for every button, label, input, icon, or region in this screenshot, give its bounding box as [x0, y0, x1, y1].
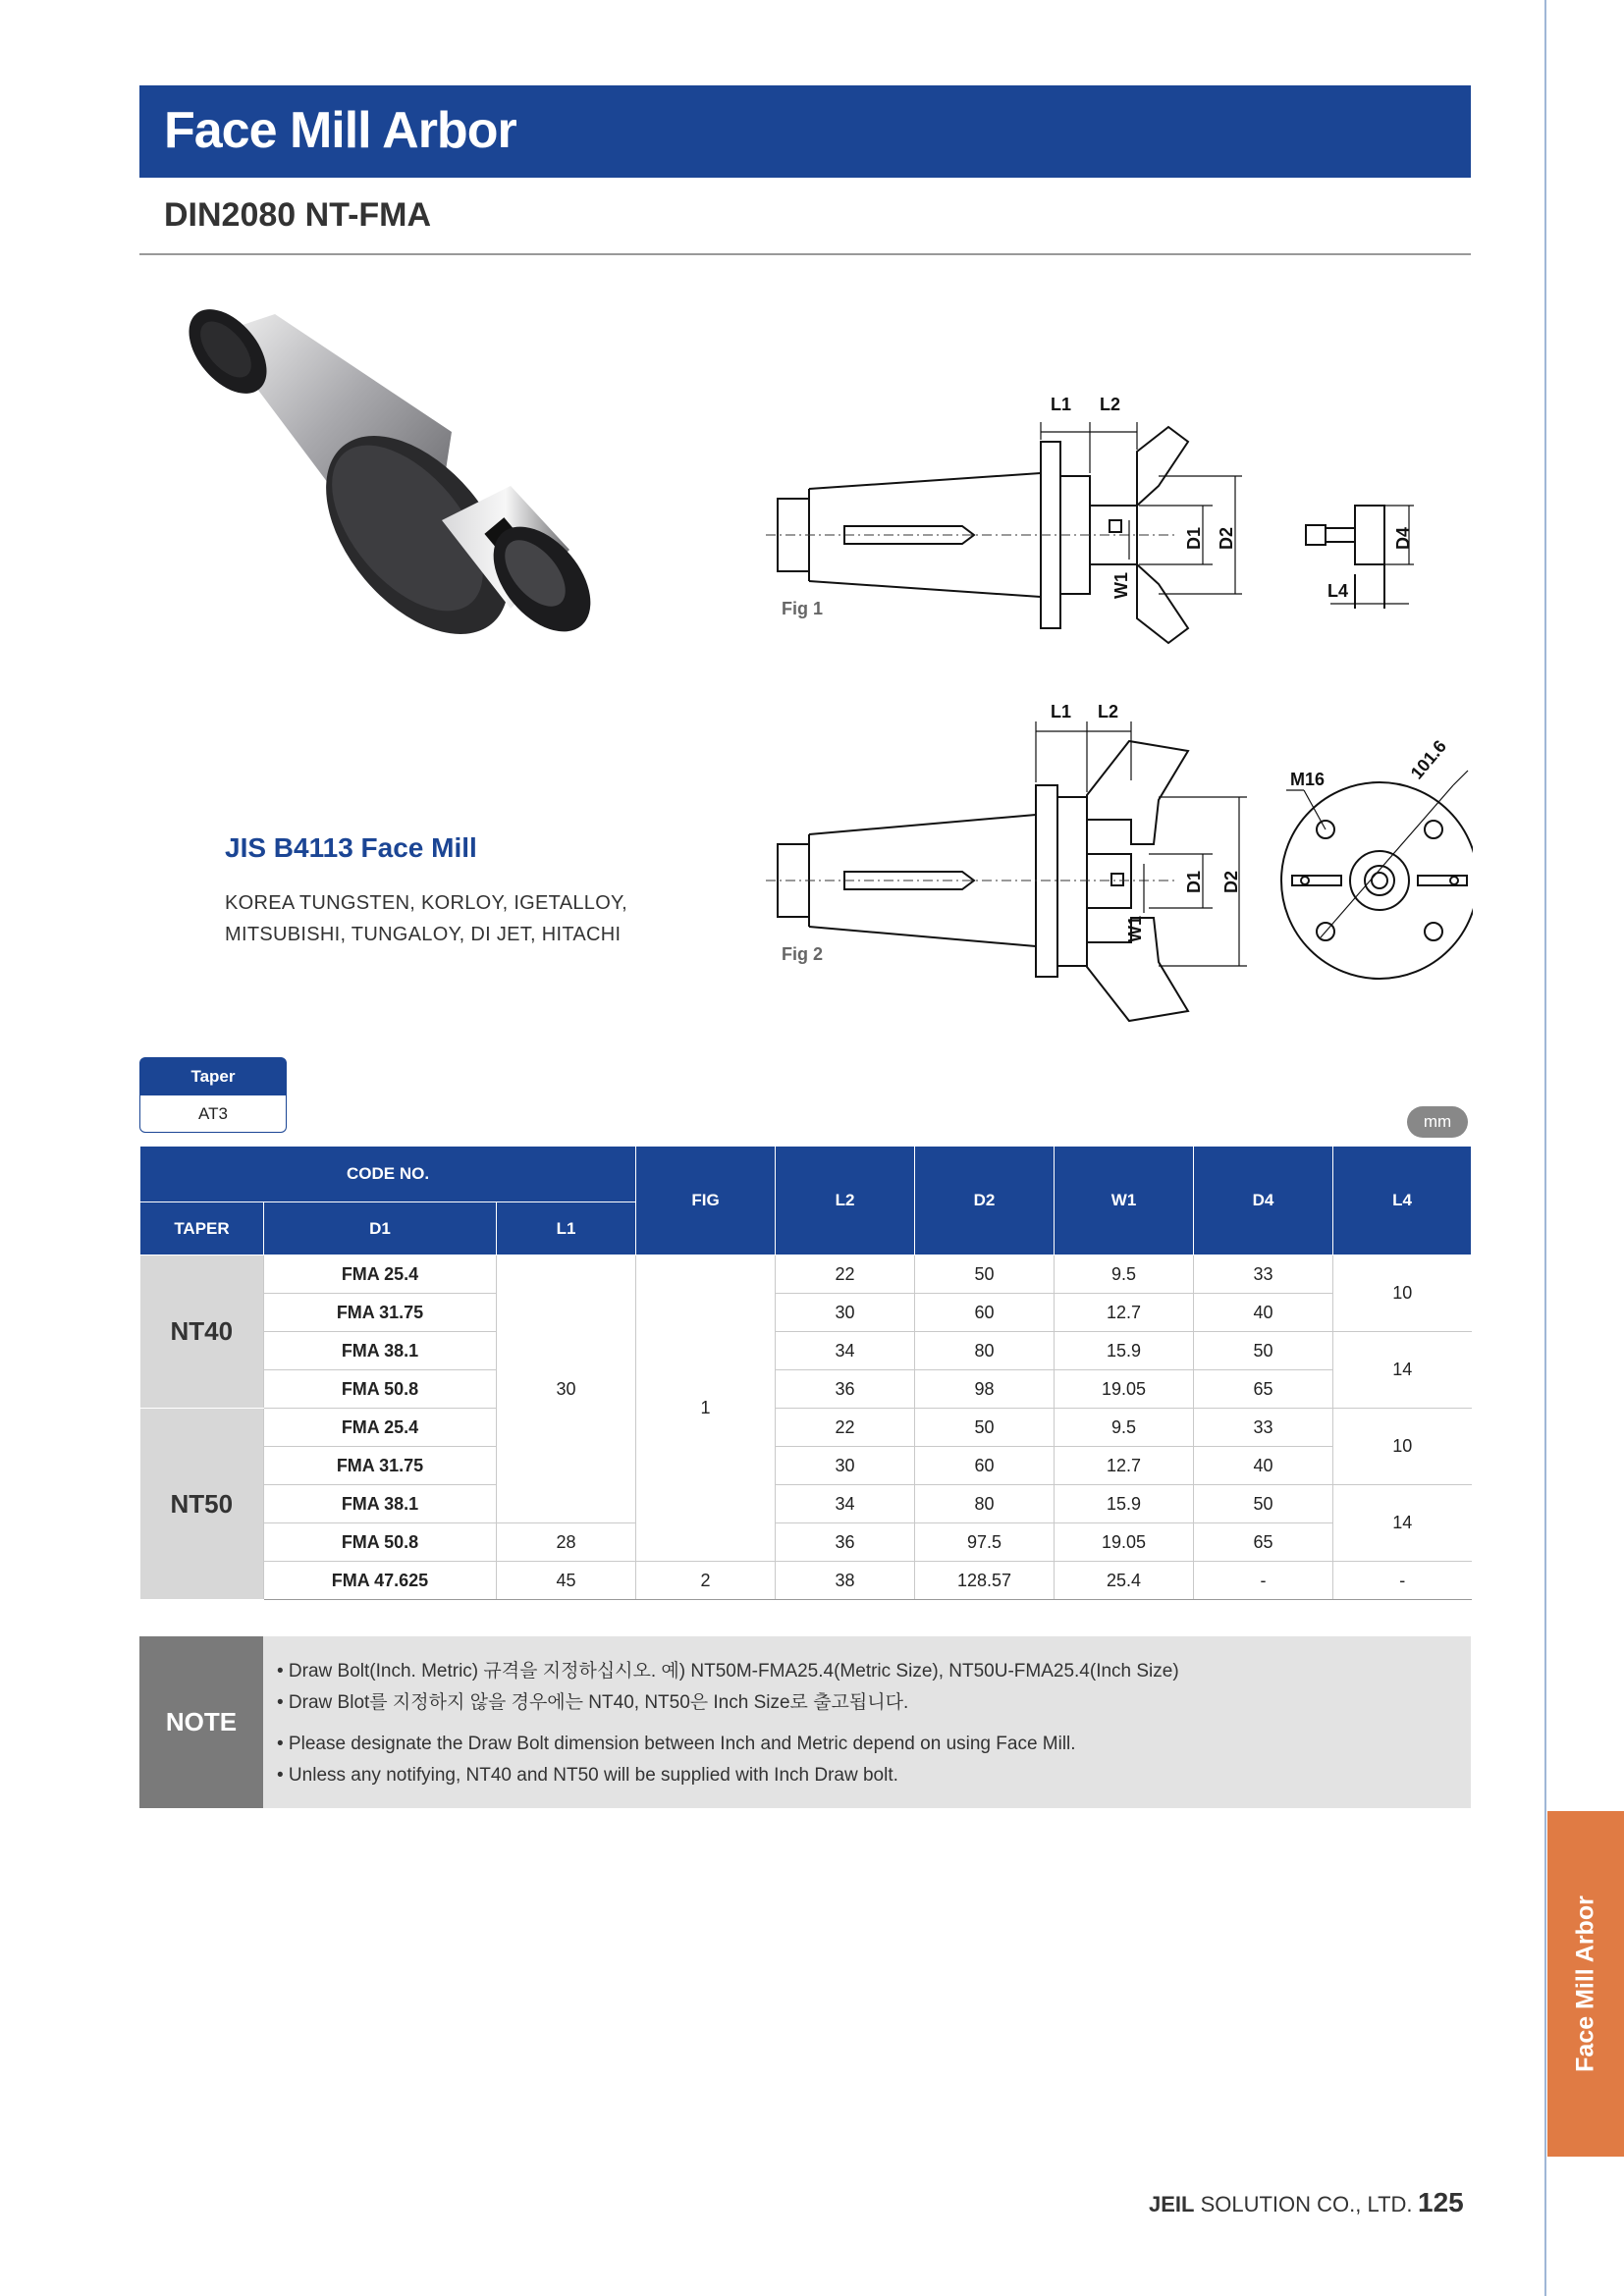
footer-company: [1149, 2192, 1413, 2217]
table-row: [140, 1447, 1472, 1485]
header-d4: D4: [1194, 1147, 1333, 1255]
side-section-tab[interactable]: [1547, 1811, 1624, 2157]
header-d1: D1: [264, 1202, 497, 1255]
note-box: [139, 1636, 1471, 1808]
cell-l2: 34: [776, 1485, 915, 1523]
cell-d4: 65: [1194, 1523, 1333, 1562]
compatible-standard-title: JIS B4113 Face Mill: [225, 832, 477, 863]
side-tab-label: Face Mill Arbor: [1571, 1896, 1599, 2072]
header-l1: L1: [497, 1202, 636, 1255]
cell-d2: 128.57: [915, 1562, 1055, 1600]
cell-w1: 19.05: [1055, 1523, 1194, 1562]
cell-l1: 28: [497, 1523, 636, 1562]
cell-d2: 80: [915, 1332, 1055, 1370]
fig2-m16-label: M16: [1290, 770, 1326, 789]
cell-w1: 9.5: [1055, 1409, 1194, 1447]
header-l2: L2: [776, 1147, 915, 1255]
cell-d1: FMA 38.1: [264, 1332, 497, 1370]
taper-box-value: AT3: [139, 1095, 287, 1133]
title-banner: [139, 85, 1471, 178]
taper-box-header: Taper: [139, 1057, 287, 1095]
cell-d4: 40: [1194, 1294, 1333, 1332]
fig1-drawing: [766, 383, 1434, 658]
cell-w1: 25.4: [1055, 1562, 1194, 1600]
cell-l2: 36: [776, 1523, 915, 1562]
cell-w1: 15.9: [1055, 1332, 1194, 1370]
note-line: • Please designate the Draw Bolt dimension between Inch and Metric depend on using Face Mill.: [277, 1734, 1076, 1754]
cell-w1: 12.7: [1055, 1447, 1194, 1485]
table-row: [140, 1485, 1472, 1523]
fig2-l2-label: L2: [1098, 702, 1119, 721]
note-line: • Draw Blot를 지정하지 않을 경우에는 NT40, NT50은 Inch Size로 출고됩니다.: [277, 1692, 909, 1713]
page-subtitle: DIN2080 NT-FMA: [164, 196, 432, 234]
cell-fig: 2: [636, 1562, 776, 1600]
cell-d2: 50: [915, 1409, 1055, 1447]
cell-l4-merged: 10: [1333, 1409, 1472, 1485]
cell-d4: 33: [1194, 1409, 1333, 1447]
cell-fig-merged: 1: [636, 1255, 776, 1562]
unit-badge: mm: [1407, 1106, 1468, 1138]
cell-d1: FMA 50.8: [264, 1523, 497, 1562]
fig1-w1-label: W1: [1111, 572, 1131, 599]
cell-d1: FMA 25.4: [264, 1255, 497, 1294]
cell-d2: 97.5: [915, 1523, 1055, 1562]
cell-d4: 50: [1194, 1485, 1333, 1523]
table-row: [140, 1523, 1472, 1562]
cell-w1: 9.5: [1055, 1255, 1194, 1294]
page-title: Face Mill Arbor: [164, 102, 516, 159]
company-name-bold: JEIL: [1149, 2192, 1195, 2216]
cell-d2: 60: [915, 1447, 1055, 1485]
cell-l2: 30: [776, 1447, 915, 1485]
cell-w1: 19.05: [1055, 1370, 1194, 1409]
cell-w1: 12.7: [1055, 1294, 1194, 1332]
product-photo: [157, 294, 687, 667]
fig2-drawing: [766, 702, 1473, 1036]
fig2-w1-label: W1: [1125, 916, 1145, 942]
fig1-d1-label: D1: [1184, 526, 1204, 550]
cell-l2: 22: [776, 1255, 915, 1294]
fig2-l1-label: L1: [1051, 702, 1072, 721]
page-number: 125: [1418, 2187, 1464, 2217]
table-row: [140, 1332, 1472, 1370]
fig2-caption: Fig 2: [782, 944, 824, 964]
cell-l4-merged: 10: [1333, 1255, 1472, 1332]
page-edge-rule: [1544, 0, 1546, 2296]
spec-table: [139, 1146, 1472, 1600]
taper-group-nt50: NT50: [140, 1409, 264, 1600]
subtitle-divider: [139, 253, 1471, 255]
fig1-d4-label: D4: [1393, 526, 1413, 550]
cell-d1: FMA 25.4: [264, 1409, 497, 1447]
cell-d1: FMA 31.75: [264, 1447, 497, 1485]
header-l4: L4: [1333, 1147, 1472, 1255]
cell-d4: 50: [1194, 1332, 1333, 1370]
fig1-l2-label: L2: [1100, 395, 1121, 414]
table-row: [140, 1294, 1472, 1332]
cell-d1: FMA 31.75: [264, 1294, 497, 1332]
note-label: NOTE: [139, 1636, 263, 1808]
cell-l2: 36: [776, 1370, 915, 1409]
note-line: • Unless any notifying, NT40 and NT50 will be supplied with Inch Draw bolt.: [277, 1765, 898, 1786]
table-row: [140, 1562, 1472, 1600]
company-name-rest: SOLUTION CO., LTD.: [1194, 2192, 1413, 2216]
cell-d1: FMA 50.8: [264, 1370, 497, 1409]
cell-d2: 98: [915, 1370, 1055, 1409]
taper-spec-box: [139, 1057, 287, 1134]
cell-d4: 33: [1194, 1255, 1333, 1294]
taper-group-nt40: NT40: [140, 1255, 264, 1409]
cell-d2: 80: [915, 1485, 1055, 1523]
table-row: [140, 1409, 1472, 1447]
fig1-caption: Fig 1: [782, 599, 824, 618]
header-d2: D2: [915, 1147, 1055, 1255]
cell-d4: 65: [1194, 1370, 1333, 1409]
fig2-d1-label: D1: [1184, 870, 1204, 893]
cell-d4: -: [1194, 1562, 1333, 1600]
cell-l2: 34: [776, 1332, 915, 1370]
cell-l1: 45: [497, 1562, 636, 1600]
cell-d4: 40: [1194, 1447, 1333, 1485]
fig2-d2-label: D2: [1221, 870, 1241, 893]
fig1-l4-label: L4: [1327, 581, 1349, 601]
cell-d1: FMA 38.1: [264, 1485, 497, 1523]
cell-l2: 38: [776, 1562, 915, 1600]
fig1-d2-label: D2: [1217, 526, 1236, 550]
cell-l2: 22: [776, 1409, 915, 1447]
cell-l1-merged: 30: [497, 1255, 636, 1523]
cell-l4-merged: 14: [1333, 1485, 1472, 1562]
compatible-makers: [225, 887, 627, 950]
note-list: [277, 1656, 1179, 1791]
table-row: [140, 1255, 1472, 1294]
cell-l4: -: [1333, 1562, 1472, 1600]
cell-d2: 60: [915, 1294, 1055, 1332]
header-taper: TAPER: [140, 1202, 264, 1255]
cell-d2: 50: [915, 1255, 1055, 1294]
cell-l4-merged: 14: [1333, 1332, 1472, 1409]
fig2-pcd-label: 101.6: [1406, 736, 1451, 783]
header-code-no: CODE NO.: [140, 1147, 636, 1202]
header-w1: W1: [1055, 1147, 1194, 1255]
note-line: • Draw Bolt(Inch. Metric) 규격을 지정하십시오. 예) NT50M-FMA25.4(Metric Size), NT50U-FMA25.4(Inch Size): [277, 1661, 1179, 1682]
makers-line-2: MITSUBISHI, TUNGALOY, DI JET, HITACHI: [225, 924, 622, 945]
makers-line-1: KOREA TUNGSTEN, KORLOY, IGETALLOY,: [225, 892, 627, 914]
fig1-l1-label: L1: [1051, 395, 1072, 414]
table-row: [140, 1370, 1472, 1409]
cell-l2: 30: [776, 1294, 915, 1332]
header-fig: FIG: [636, 1147, 776, 1255]
cell-d1: FMA 47.625: [264, 1562, 497, 1600]
cell-w1: 15.9: [1055, 1485, 1194, 1523]
